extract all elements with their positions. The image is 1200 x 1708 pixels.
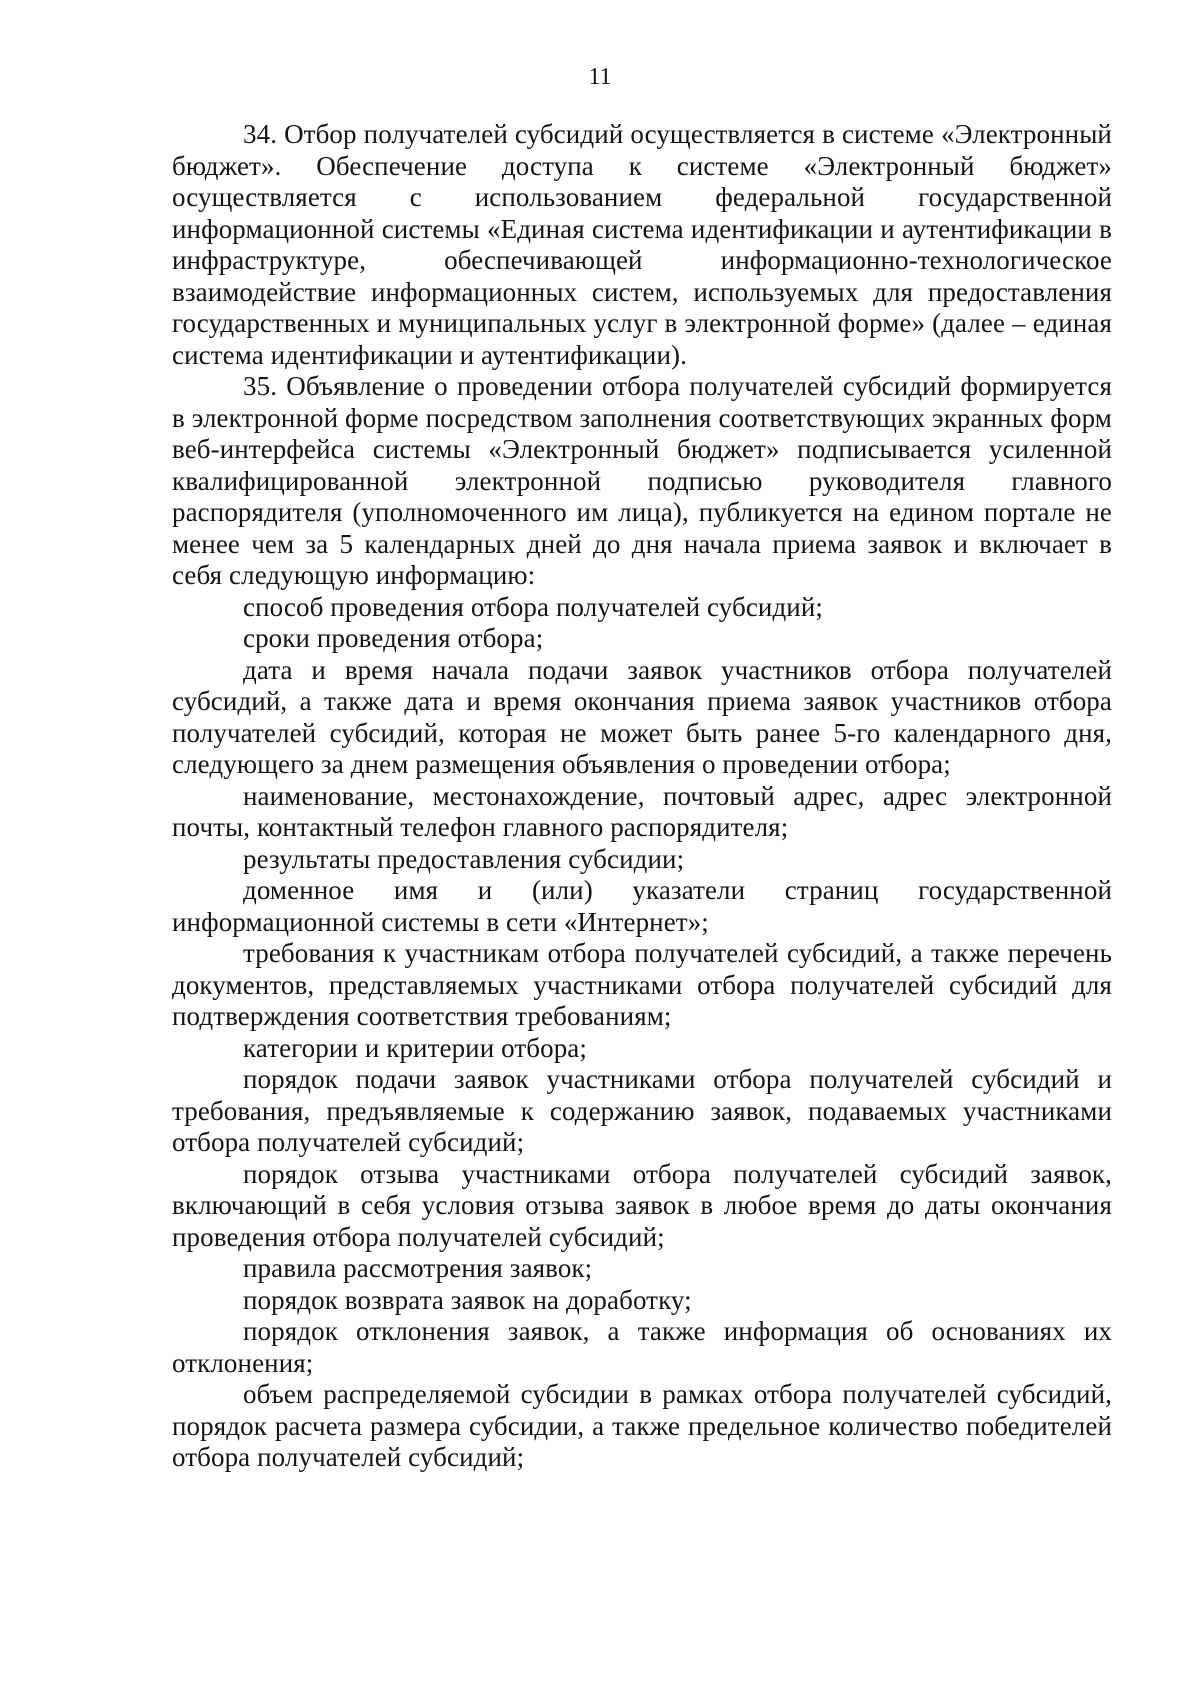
list-item: дата и время начала подачи заявок участников отбора получателей субсидий, а также дата и время окончания приема заявок участников отбора получателей субсидий, которая не может быть ранее 5-го календарного дня, следующего за днем размещения объявления о проведении отбора;	[172, 654, 1112, 779]
paragraph-34: 34. Отбор получателей субсидий осуществляется в системе «Электронный бюджет». Обеспечение доступа к системе «Электронный бюджет» осуществляется с использованием федеральной государственной информационной системы «Единая система идентификации и аутентификации в инфраструктуре, обеспечивающей информационно-технологическое взаимодействие информационных систем, используемых для предоставления государственных и муниципальных услуг в электронной форме» (далее – единая система идентификации и аутентификации).	[172, 119, 1112, 370]
list-item: категории и критерии отбора;	[243, 1032, 587, 1063]
list-item: порядок возврата заявок на доработку;	[243, 1284, 692, 1315]
list-item: порядок отзыва участниками отбора получателей субсидий заявок, включающий в себя условия отзыва заявок в любое время до даты окончания проведения отбора получателей субсидий;	[172, 1158, 1112, 1252]
paragraph-35: 35. Объявление о проведении отбора получателей субсидий формируется в электронной форме посредством заполнения соответствующих экранных форм веб-интерфейса системы «Электронный бюджет» подписывается усиленной квалифицированной электронной подписью руководителя главного распорядителя (уполномоченного им лица), публикуется на едином портале не менее чем за 5 календарных дней до дня начала приема заявок и включает в себя следующую информацию:	[172, 371, 1112, 590]
list-item: сроки проведения отбора;	[243, 623, 544, 653]
list-item: результаты предоставления субсидии;	[243, 843, 685, 874]
list-item: правила рассмотрения заявок;	[243, 1253, 593, 1283]
list-item: порядок отклонения заявок, а также информация об основаниях их отклонения;	[172, 1316, 1112, 1378]
document-body	[172, 119, 1112, 1474]
list-item: доменное имя и (или) указатели страниц государственной информационной системы в сети «Интернет»;	[172, 875, 1112, 937]
page-number: 11	[588, 64, 612, 90]
list-item: наименование, местонахождение, почтовый адрес, адрес электронной почты, контактный телефон главного распорядителя;	[172, 780, 1112, 842]
list-item: объем распределяемой субсидии в рамках отбора получателей субсидий, порядок расчета размера субсидии, а также предельное количество победителей отбора получателей субсидий;	[172, 1379, 1112, 1472]
list-item: требования к участникам отбора получателей субсидий, а также перечень документов, представляемых участниками отбора получателей субсидий для подтверждения соответствия требованиям;	[172, 938, 1112, 1031]
list-item: способ проведения отбора получателей субсидий;	[243, 591, 823, 622]
list-item: порядок подачи заявок участниками отбора получателей субсидий и требования, предъявляемые к содержанию заявок, подаваемых участниками отбора получателей субсидий;	[172, 1064, 1112, 1157]
